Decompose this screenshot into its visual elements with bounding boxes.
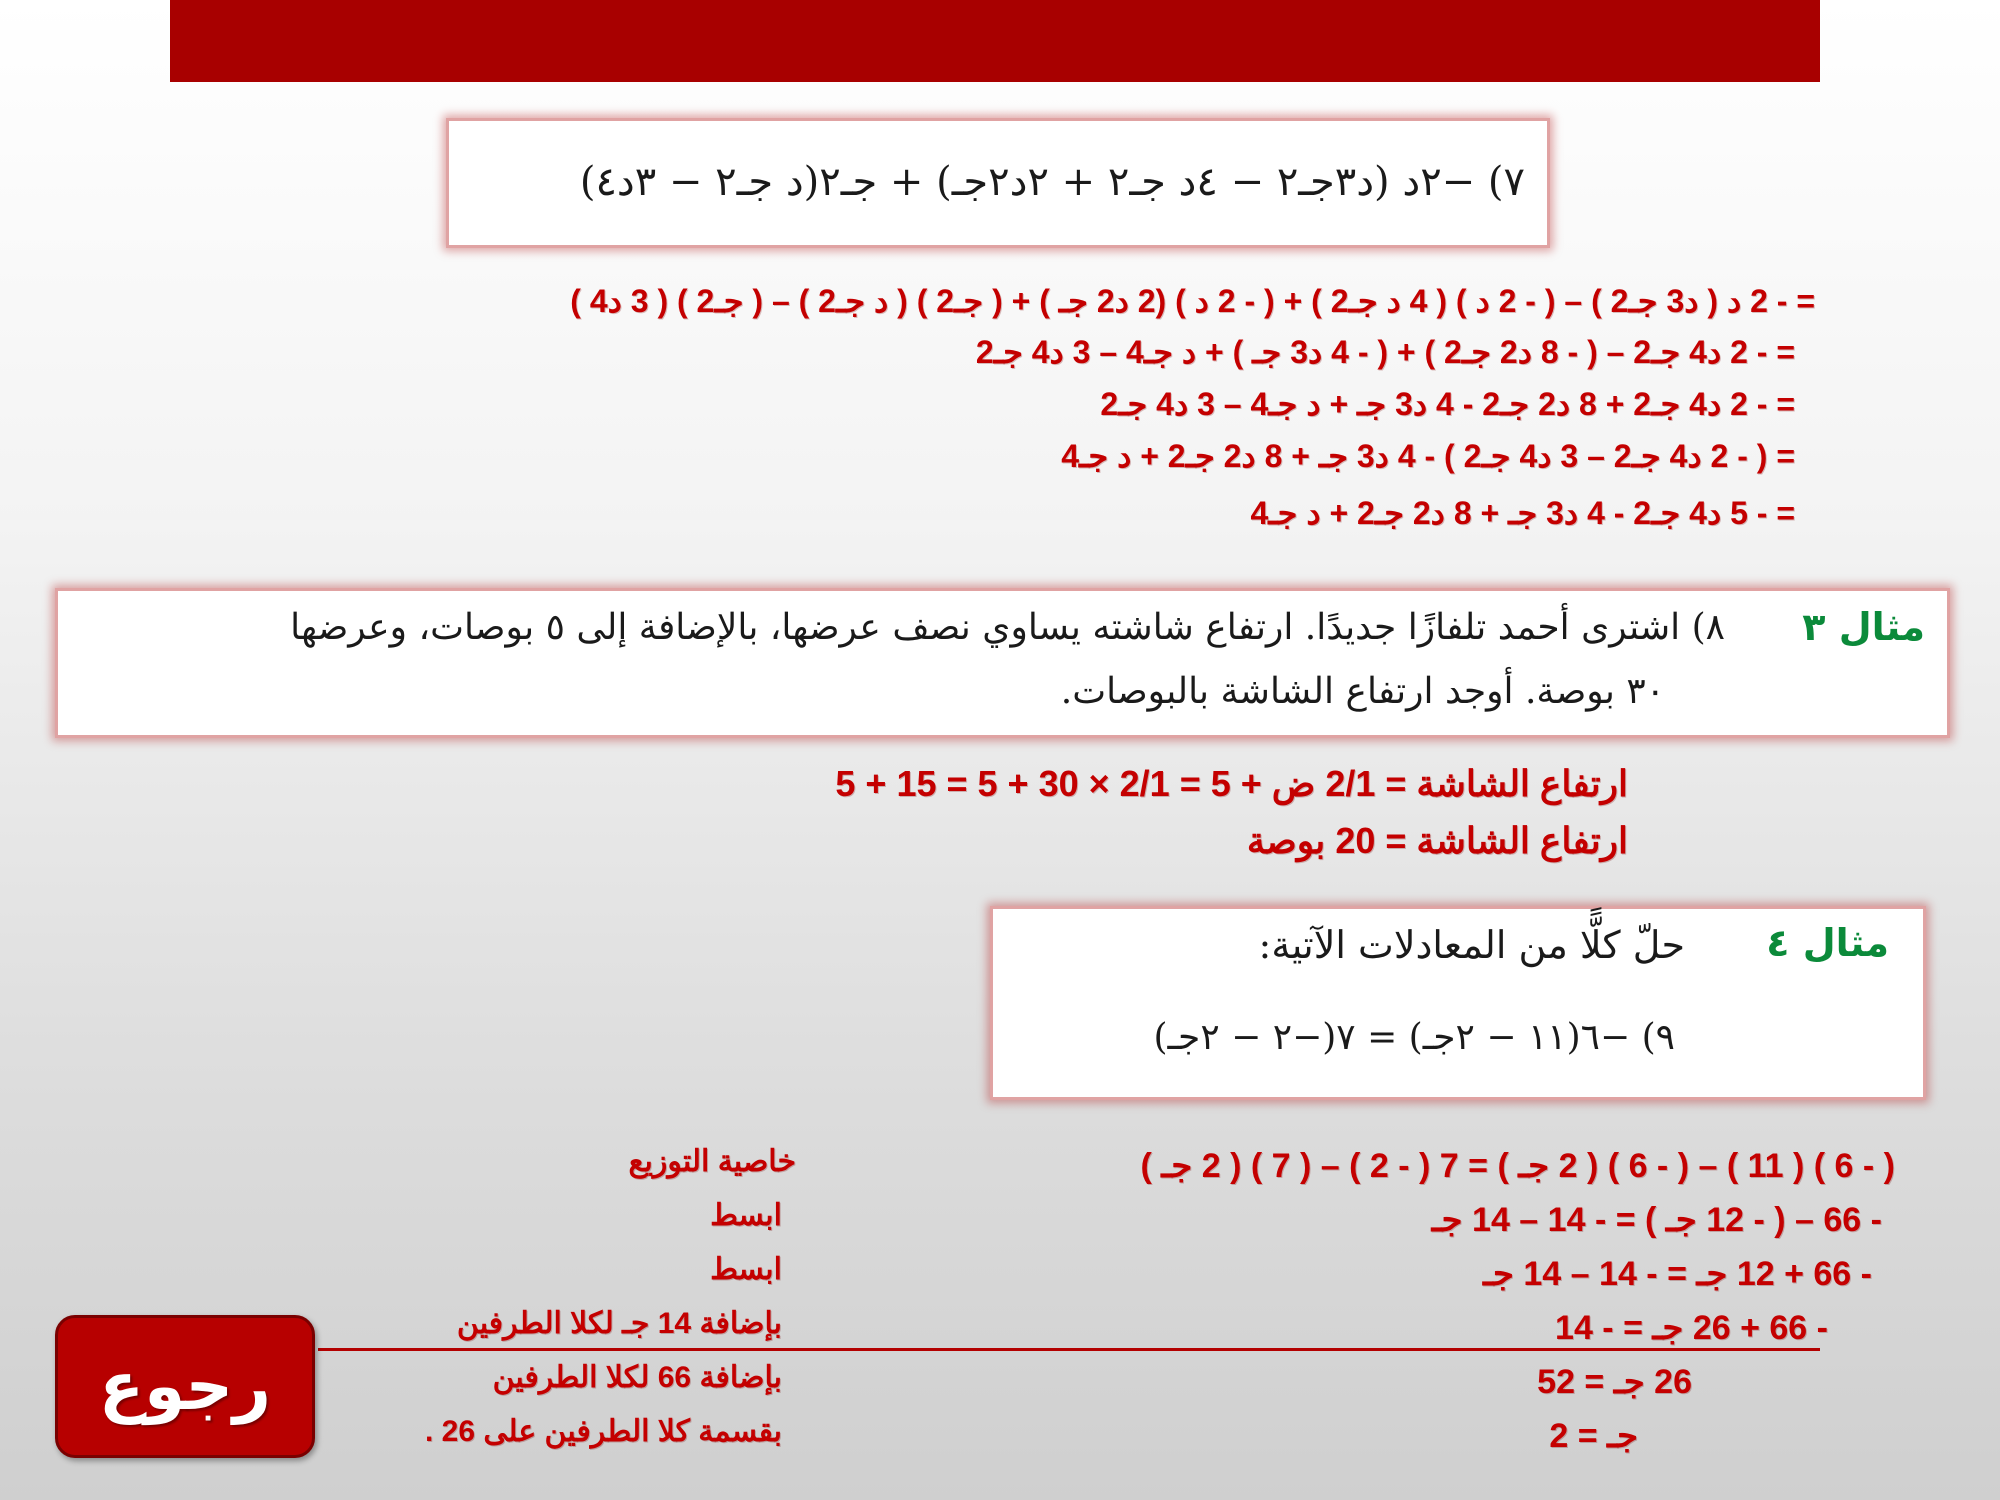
solution-9-reason-4: بإضافة 14 جـ لكلا الطرفين <box>456 1307 782 1340</box>
example-4-title: حلّ كلًّا من المعادلات الآتية: <box>1258 923 1685 967</box>
solution-7-line-4: = ( - 2 د4 جـ2 – 3 د4 جـ2 ) - 4 د3 جـ + 8 د2 جـ2 + د جـ4 <box>1061 438 1795 474</box>
solution-9-step-3: - 66 + 12 جـ = - 14 – 14 جـ <box>1482 1255 1872 1293</box>
solution-9-reason-6: بقسمة كلا الطرفين على 26 . <box>425 1415 782 1448</box>
divider-line <box>318 1348 1820 1351</box>
problem-7-text: ٧) −٢د (د٣جـ٢ − ٤د جـ٢ + ٢د٢جـ) + جـ٢(د جـ٢ − ٣د٤) <box>579 159 1525 205</box>
solution-9-step-4: - 66 + 26 جـ = - 14 <box>1555 1309 1828 1347</box>
solution-9-step-5: 26 جـ = 52 <box>1537 1363 1692 1401</box>
example-3-box <box>55 588 1950 738</box>
solution-9-step-2: - 66 – ( - 12 جـ ) = - 14 – 14 جـ <box>1431 1201 1882 1239</box>
solution-7-line-5: = - 5 د4 جـ2 - 4 د3 جـ + 8 د2 جـ2 + د جـ4 <box>1250 495 1795 531</box>
title-bar <box>170 0 1820 82</box>
example-4-equation: ٩) −٦(١١ − ٢جـ) = ٧(−٢ − ٢جـ) <box>1153 1017 1675 1058</box>
example-3-line-2: ٣٠ بوصة. أوجد ارتفاع الشاشة بالبوصات. <box>1060 671 1665 712</box>
problem-7-box <box>446 118 1550 248</box>
solution-9-reason-3: ابسط <box>710 1253 782 1286</box>
solution-7-line-1: = - 2 د ( د3 جـ2 ) – ( - 2 د ) ( 4 د جـ2 ) + ( - 2 د ) (2 د2 جـ ) + ( جـ2 ) ( د جـ2 ) – ( جـ2 ) ( 3 د4 ) <box>570 283 1815 319</box>
solution-9-step-1: ( - 6 ) ( 11 ) – ( - 6 ) ( 2 جـ ) = 7 ( - 2 ) – ( 7 ) ( 2 جـ ) <box>1140 1147 1895 1185</box>
solution-8-line-1: ارتفاع الشاشة = 2/1 ض + 5 = 2/1 × 30 + 5 = 15 + 5 <box>835 763 1628 804</box>
solution-9-reason-1: خاصية التوزيع <box>628 1145 796 1178</box>
example-3-label: مثال ٣ <box>1802 605 1925 649</box>
solution-9-reason-2: ابسط <box>710 1199 782 1232</box>
example-3-line-1: ٨) اشترى أحمد تلفازًا جديدًا. ارتفاع شاشته يساوي نصف عرضها، بالإضافة إلى ٥ بوصات، وعرضها <box>290 607 1725 648</box>
solution-9-step-6: جـ = 2 <box>1549 1417 1638 1455</box>
solution-7-line-3: = - 2 د4 جـ2 + 8 د2 جـ2 - 4 د3 جـ + د جـ4 – 3 د4 جـ2 <box>1100 386 1795 422</box>
example-4-box <box>990 906 1926 1100</box>
solution-9-reason-5: بإضافة 66 لكلا الطرفين <box>492 1361 782 1394</box>
example-4-label: مثال ٤ <box>1766 921 1889 965</box>
back-button[interactable]: رجوع <box>55 1315 315 1458</box>
solution-7-line-2: = - 2 د4 جـ2 – ( - 8 د2 جـ2 ) + ( - 4 د3 جـ ) + د جـ4 – 3 د4 جـ2 <box>975 334 1795 370</box>
solution-8-line-2: ارتفاع الشاشة = 20 بوصة <box>1246 820 1628 861</box>
